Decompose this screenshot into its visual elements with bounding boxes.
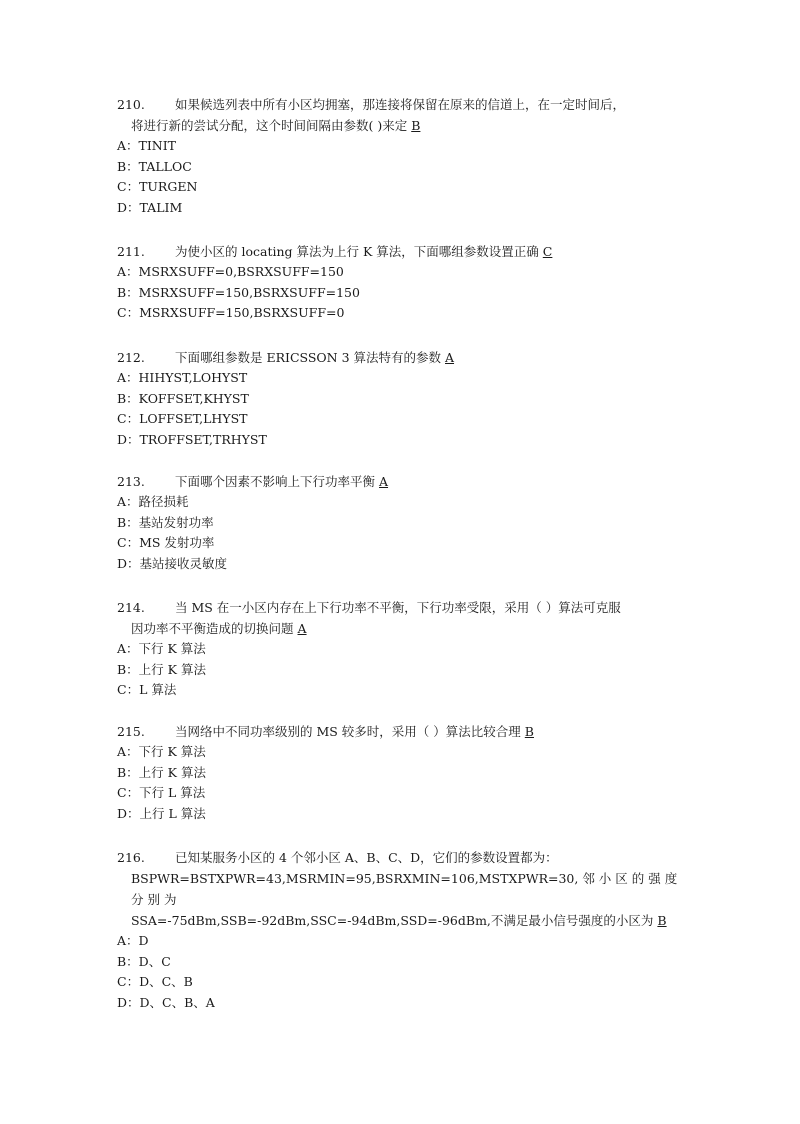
option-c: C：下行 L 算法 [117, 785, 206, 801]
option-d: D：基站接收灵敏度 [117, 555, 228, 571]
answer-key: A [445, 350, 455, 365]
option-b: B：KOFFSET,KHYST [117, 390, 249, 406]
question-stem [117, 94, 687, 115]
question-number: 215. [117, 724, 145, 739]
option-b: B：上行 K 算法 [117, 764, 206, 780]
option-a: A：TINIT [117, 138, 177, 153]
question-stem-continued [117, 618, 687, 639]
answer-key: B [411, 118, 421, 133]
question-text: 下面哪个因素不影响上下行功率平衡 [175, 474, 376, 489]
question-text: 为使小区的 locating 算法为上行 K 算法，下面哪组参数设置正确 [175, 244, 539, 259]
option-b: B：TALLOC [117, 158, 192, 174]
question-stem [117, 721, 687, 742]
question-text: BSPWR=BSTXPWR=43,MSRMIN=95,BSRXMIN=106,MSTXPWR=30, 邻 小 区 的 强 度 分 别 为 [131, 871, 678, 907]
question-text: 如果候选列表中所有小区均拥塞，那连接将保留在原来的信道上，在一定时间后， [175, 97, 626, 112]
option-d: D：D、C、B、A [117, 994, 215, 1010]
question-text: 已知某服务小区的 4 个邻小区 A、B、C、D，它们的参数设置都为： [175, 850, 558, 865]
question-number: 211. [117, 244, 145, 259]
option-c: C：TURGEN [117, 179, 198, 195]
question-stem [117, 471, 687, 492]
question-number: 213. [117, 474, 145, 489]
question-stem [117, 847, 687, 868]
answer-key: A [297, 621, 307, 636]
question-number: 210. [117, 97, 145, 112]
question-stem [117, 347, 687, 368]
question-215 [117, 721, 687, 824]
option-b: B：上行 K 算法 [117, 661, 206, 677]
option-b: B：基站发射功率 [117, 514, 214, 530]
question-number: 212. [117, 350, 145, 365]
option-a: A：路径损耗 [117, 494, 189, 509]
question-213 [117, 471, 687, 574]
option-c: C：LOFFSET,LHYST [117, 411, 248, 427]
question-number: 214. [117, 600, 145, 615]
question-212 [117, 347, 687, 450]
option-a: A：HIHYST,LOHYST [117, 370, 248, 385]
option-b: B：MSRXSUFF=150,BSRXSUFF=150 [117, 284, 360, 300]
answer-key: B [524, 724, 534, 739]
option-c: C：MS 发射功率 [117, 535, 215, 551]
question-stem [117, 597, 687, 618]
question-214 [117, 597, 687, 701]
question-text: 当网络中不同功率级别的 MS 较多时，采用（ ）算法比较合理 [175, 724, 521, 739]
option-c: C：MSRXSUFF=150,BSRXSUFF=0 [117, 305, 345, 321]
question-211 [117, 241, 687, 324]
question-210 [117, 94, 687, 218]
question-text: 将进行新的尝试分配，这个时间间隔由参数( )来定 [131, 118, 408, 133]
question-text: SSA=-75dBm,SSB=-92dBm,SSC=-94dBm,SSD=-96dBm,不满足最小信号强度的小区为 [131, 913, 654, 928]
question-stem-continued [117, 868, 687, 910]
answer-key: B [657, 913, 667, 928]
question-stem-continued [117, 115, 687, 136]
option-a: A：D [117, 933, 149, 948]
question-text: 下面哪组参数是 ERICSSON 3 算法特有的参数 [175, 350, 442, 365]
question-text: 当 MS 在一小区内存在上下行功率不平衡，下行功率受限，采用（ ）算法可克服 [175, 600, 621, 615]
question-number: 216. [117, 850, 145, 865]
option-d: D：TROFFSET,TRHYST [117, 431, 267, 447]
answer-key: A [379, 474, 389, 489]
question-216 [117, 847, 687, 1013]
option-a: A：MSRXSUFF=0,BSRXSUFF=150 [117, 264, 344, 279]
option-a: A：下行 K 算法 [117, 744, 206, 759]
answer-key: C [542, 244, 553, 259]
option-b: B：D、C [117, 953, 171, 969]
question-stem [117, 241, 687, 262]
option-d: D：TALIM [117, 199, 183, 215]
option-c: C：L 算法 [117, 682, 177, 698]
question-text: 因功率不平衡造成的切换问题 [131, 621, 294, 636]
option-a: A：下行 K 算法 [117, 641, 206, 656]
option-c: C：D、C、B [117, 974, 193, 990]
option-d: D：上行 L 算法 [117, 805, 206, 821]
question-stem-continued [117, 910, 687, 931]
